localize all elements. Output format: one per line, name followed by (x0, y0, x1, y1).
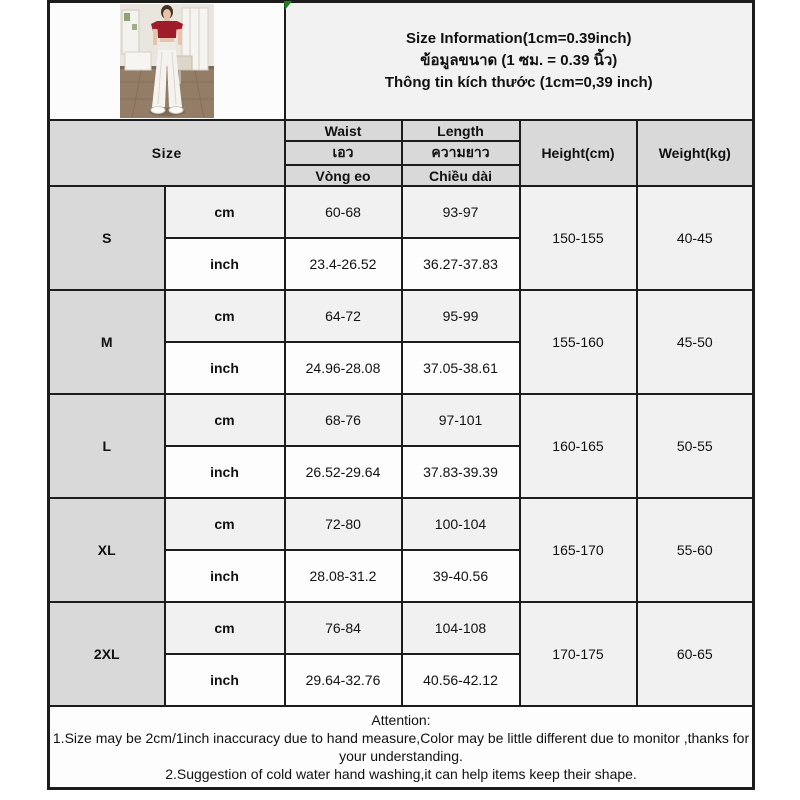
title-vietnamese: Thông tin kích thước (1cm=0,39 inch) (384, 74, 653, 91)
unit-inch-label: inch (165, 446, 285, 498)
height-value: 160-165 (520, 394, 637, 498)
unit-inch-label: inch (165, 342, 285, 394)
title-thai: ข้อมูลขนาด (1 ซม. = 0.39 นิ้ว) (420, 52, 618, 69)
size-label: M (49, 290, 165, 394)
size-information-title-cell (285, 2, 754, 121)
waist-inch-value: 29.64-32.76 (285, 654, 402, 706)
attention-heading: Attention: (371, 712, 431, 728)
weight-value: 40-45 (637, 186, 754, 290)
length-inch-value: 40.56-42.12 (402, 654, 520, 706)
unit-cm-label: cm (165, 186, 285, 238)
size-label: L (49, 394, 165, 498)
waist-inch-value: 26.52-29.64 (285, 446, 402, 498)
product-photo-cell (49, 2, 285, 121)
height-value: 155-160 (520, 290, 637, 394)
length-cm-value: 100-104 (402, 498, 520, 550)
size-column-header: Size (49, 120, 285, 186)
height-value: 165-170 (520, 498, 637, 602)
size-row-m-cm (49, 290, 754, 342)
waist-cm-value: 68-76 (285, 394, 402, 446)
length-cm-value: 97-101 (402, 394, 520, 446)
product-photo (50, 3, 284, 119)
attention-cell (49, 706, 754, 789)
length-header-en: Length (402, 120, 520, 141)
waist-inch-value: 24.96-28.08 (285, 342, 402, 394)
size-label: S (49, 186, 165, 290)
waist-inch-value: 28.08-31.2 (285, 550, 402, 602)
waist-inch-value: 23.4-26.52 (285, 238, 402, 290)
waist-header-en: Waist (285, 120, 402, 141)
height-value: 170-175 (520, 602, 637, 706)
title-english: Size Information(1cm=0.39inch) (406, 30, 632, 47)
unit-cm-label: cm (165, 498, 285, 550)
weight-value: 55-60 (637, 498, 754, 602)
size-label: XL (49, 498, 165, 602)
length-header-th: ความยาว (402, 141, 520, 165)
size-row-2xl-cm (49, 602, 754, 654)
size-label: 2XL (49, 602, 165, 706)
weight-column-header: Weight(kg) (637, 120, 754, 186)
column-header-row-1 (49, 120, 754, 141)
length-inch-value: 37.05-38.61 (402, 342, 520, 394)
size-row-s-cm (49, 186, 754, 238)
model-photo-illustration (120, 4, 214, 118)
unit-cm-label: cm (165, 602, 285, 654)
weight-value: 60-65 (637, 602, 754, 706)
unit-inch-label: inch (165, 654, 285, 706)
length-cm-value: 104-108 (402, 602, 520, 654)
waist-cm-value: 64-72 (285, 290, 402, 342)
size-chart-table (47, 0, 755, 790)
unit-inch-label: inch (165, 550, 285, 602)
unit-inch-label: inch (165, 238, 285, 290)
unit-cm-label: cm (165, 394, 285, 446)
unit-cm-label: cm (165, 290, 285, 342)
attention-note-2: 2.Suggestion of cold water hand washing,it can help items keep their shape. (165, 766, 637, 782)
waist-cm-value: 76-84 (285, 602, 402, 654)
length-inch-value: 37.83-39.39 (402, 446, 520, 498)
length-cm-value: 93-97 (402, 186, 520, 238)
waist-cm-value: 60-68 (285, 186, 402, 238)
length-inch-value: 36.27-37.83 (402, 238, 520, 290)
size-row-xl-cm (49, 498, 754, 550)
waist-header-vi: Vòng eo (285, 165, 402, 186)
length-header-vi: Chiều dài (402, 165, 520, 186)
height-column-header: Height(cm) (520, 120, 637, 186)
weight-value: 45-50 (637, 290, 754, 394)
green-corner-mark (284, 1, 292, 10)
length-inch-value: 39-40.56 (402, 550, 520, 602)
attention-row (49, 706, 754, 789)
waist-cm-value: 72-80 (285, 498, 402, 550)
weight-value: 50-55 (637, 394, 754, 498)
size-row-l-cm (49, 394, 754, 446)
length-cm-value: 95-99 (402, 290, 520, 342)
waist-header-th: เอว (285, 141, 402, 165)
header-row (49, 2, 754, 121)
attention-note-1: 1.Size may be 2cm/1inch inaccuracy due to hand measure,Color may be little different due to monitor ,thanks for your understanding. (52, 730, 750, 764)
height-value: 150-155 (520, 186, 637, 290)
